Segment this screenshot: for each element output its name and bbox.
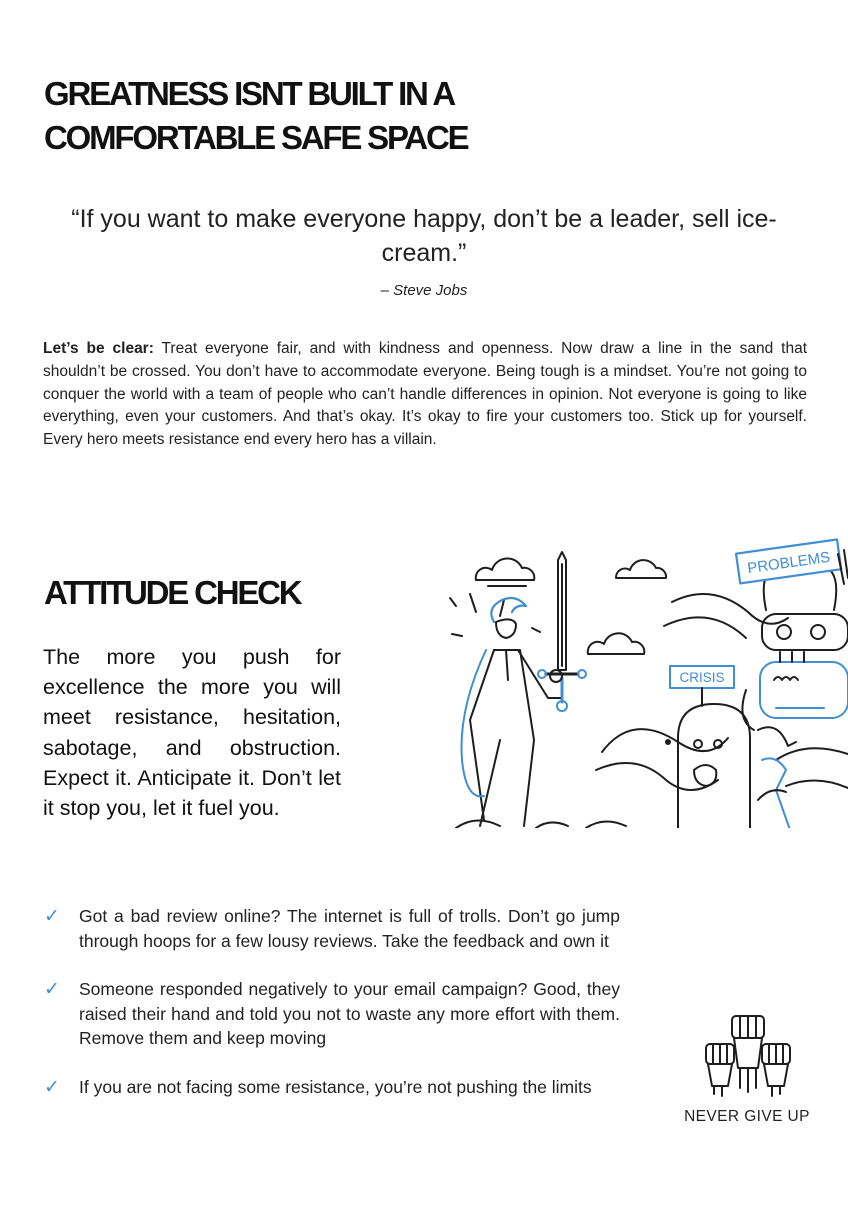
ghost-monster: [666, 704, 796, 828]
section-title: ATTITUDE CHECK: [44, 574, 301, 611]
hero-figure: [462, 598, 563, 826]
tips-list: [44, 904, 620, 1123]
quote-author: – Steve Jobs: [380, 282, 468, 299]
intro-body: Treat everyone fair, and with kindness and openness. Now draw a line in the sand that shouldn’t be crossed. You don’t have to accommodate everyone. Being tough is a mindset. You’re not going to conquer the world with a team of people who can’t handle differences in opinion. Not everyone is going to like everything, even your customers. And that’s okay. It’s okay to fire your customers too. Stick up for yourself. Every hero meets resistance end every hero has a villain.: [43, 340, 808, 449]
page-title-line-2: COMFORTABLE SAFE SPACE: [44, 119, 468, 156]
list-item: [44, 1075, 620, 1100]
intro-lead: Let’s be clear:: [43, 340, 154, 357]
raised-fists-icon: [700, 1010, 796, 1100]
list-item-text: Got a bad review online? The internet is full of trolls. Don’t go jump through hoops for a few lousy reviews. Take the feedback and own it: [79, 906, 620, 951]
page-title-line-1: GREATNESS ISNT BUILT IN A: [44, 75, 455, 112]
never-give-up-label: NEVER GIVE UP: [684, 1108, 810, 1125]
section-text: The more you push for excellence the more you will meet resistance, hesitation, sabotage, and obstruction. Expect it. Anticipate it. Don’t let it stop you, let it fuel you.: [43, 645, 341, 821]
crisis-sign-label: CRISIS: [679, 670, 725, 685]
cloud-icon: [476, 558, 535, 580]
list-item: [44, 977, 620, 1051]
list-item-text: Someone responded negatively to your email campaign? Good, they raised their hand and told you not to waste any more effort with them. Remove them and keep moving: [79, 979, 620, 1048]
crisis-sign: [670, 666, 734, 706]
check-icon: ✓: [44, 979, 60, 1000]
list-item-text: If you are not facing some resistance, you’re not pushing the limits: [79, 1076, 592, 1097]
robot-monster: [742, 570, 848, 730]
intro-paragraph: [43, 338, 807, 452]
check-icon: ✓: [44, 906, 60, 927]
list-item: [44, 904, 620, 953]
problems-sign: [736, 539, 841, 583]
quote-text: “If you want to make everyone happy, don’t be a leader, sell ice-cream.”: [71, 205, 777, 267]
problems-sign-label: PROBLEMS: [746, 548, 832, 578]
hero-vs-monsters-illustration: [446, 530, 848, 828]
check-icon: ✓: [44, 1076, 60, 1098]
cloud-icon: [616, 560, 666, 578]
cloud-icon: [588, 633, 645, 654]
page-title: [44, 72, 564, 160]
